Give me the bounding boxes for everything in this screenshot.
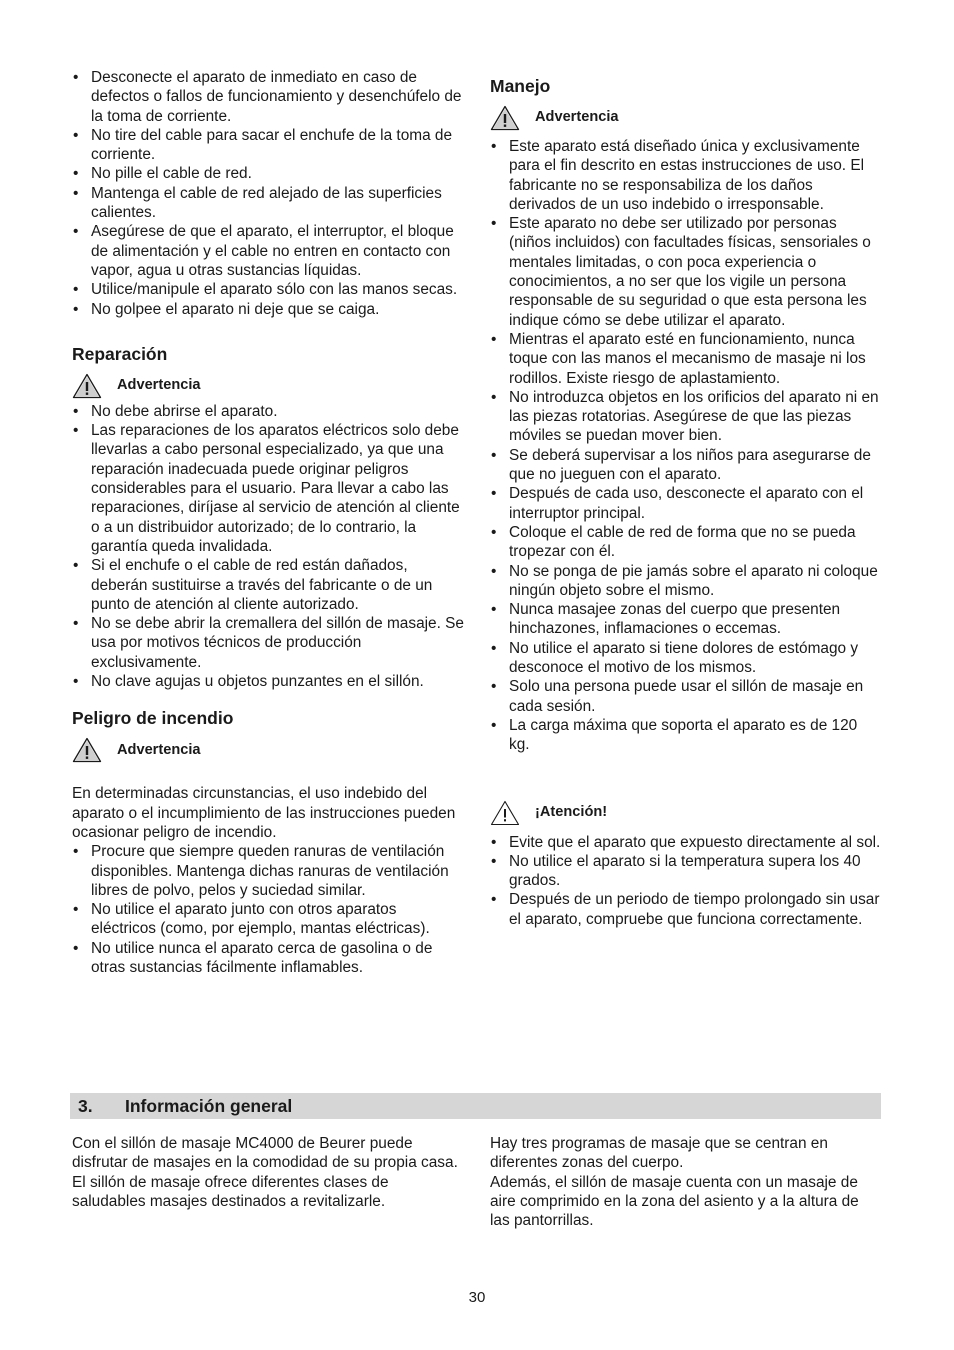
atencion-notice [490,799,882,827]
list-item: • Procure que siempre queden ranuras de ventilación disponibles. Mantenga dichas ranuras de ventilación libres de polvo, pelos y suciedad similar. [72,842,464,900]
warning-triangle-icon [72,737,102,763]
list-item: • No clave agujas u objetos punzantes en el sillón. [72,672,464,691]
list-item: • Desconecte el aparato de inmediato en caso de defectos o fallos de funcionamiento y desenchúfelo de la toma de corriente. [72,68,464,126]
section-title: Información general [125,1096,293,1116]
manejo-heading: Manejo [490,76,551,96]
list-item: • No utilice el aparato si la temperatura supera los 40 grados. [490,852,882,891]
section-heading-bar [70,1093,881,1119]
list-item: • Utilice/manipule el aparato sólo con las manos secas. [72,280,464,299]
attention-label: ¡Atención! [535,803,608,820]
incendio-paragraph: En determinadas circunstancias, el uso indebido del aparato o el incumplimiento de las instrucciones pueden ocasionar peligro de incendio. [72,785,456,841]
paragraph-line: El sillón de masaje ofrece diferentes clases de saludables masajes destinados a revitalizarle. [72,1173,389,1210]
reparacion-warning [72,372,464,400]
list-item: • Si el enchufe o el cable de red están dañados, deberán sustituirse a través del fabricante o de un punto de atención al cliente autorizado. [72,556,464,614]
list-item: • Coloque el cable de red de forma que no se pueda tropezar con él. [490,523,882,562]
reparacion-bullet-list [72,402,464,691]
right-column [490,68,882,929]
list-item: • No utilice nunca el aparato cerca de gasolina o de otras sustancias fácilmente inflamables. [72,939,464,978]
manejo-bullet-list [490,137,882,755]
warning-label: Advertencia [117,741,201,758]
section-right-text [490,1134,882,1230]
list-item: • Las reparaciones de los aparatos eléctricos solo debe llevarlas a cabo personal especializado, ya que una reparación inadecuada puede originar peligros considerables para el usuario. Para llevar a cabo las reparaciones, diríjase al servicio de atención al cliente o a un distribuidor autorizado; de lo contrario, la garantía queda invalidada. [72,421,464,556]
warning-triangle-icon [490,105,520,131]
list-item: • No debe abrirse el aparato. [72,402,464,421]
list-item: • No tire del cable para sacar el enchufe de la toma de corriente. [72,126,464,165]
list-item: • No utilice el aparato junto con otros aparatos eléctricos (como, por ejemplo, mantas eléctricas). [72,900,464,939]
warning-label: Advertencia [117,377,201,394]
page-number: 30 [468,1289,486,1306]
list-item: • No se ponga de pie jamás sobre el aparato ni coloque ningún objeto sobre el mismo. [490,562,882,601]
list-item: • Este aparato no debe ser utilizado por personas (niños incluidos) con facultades físicas, sensoriales o mentales limitadas, o con poca experiencia o conocimientos, a no ser que los vigile un persona responsable de su seguridad o que esta persona les indique cómo se debe utilizar el aparato. [490,214,882,330]
paragraph-line: Además, el sillón de masaje cuenta con un masaje de aire comprimido en la zona del asiento y a la altura de las pantorrillas. [490,1173,859,1230]
list-item: • Mientras el aparato esté en funcionamiento, nunca toque con las manos el mecanismo de masaje ni los rodillos. Existe riesgo de aplastamiento. [490,330,882,388]
paragraph-line: Con el sillón de masaje MC4000 de Beurer puede disfrutar de masajes en la comodidad de su propia casa. [72,1135,458,1172]
section-left-text [72,1134,464,1211]
list-item: • Después de cada uso, desconecte el aparato con el interruptor principal. [490,484,882,523]
atencion-bullet-list [490,833,882,929]
list-item: • No golpee el aparato ni deje que se caiga. [72,300,464,319]
list-item: • No pille el cable de red. [72,164,464,183]
section-number: 3. [78,1096,93,1116]
warning-label: Advertencia [535,109,619,126]
list-item: • No utilice el aparato si tiene dolores de estómago y desconoce el motivo de los mismos. [490,639,882,678]
attention-triangle-icon [490,800,520,826]
list-item: • Este aparato está diseñado única y exclusivamente para el fin descrito en estas instrucciones de uso. El fabricante no se responsabiliza de los daños derivados de un uso indebido o irresponsable. [490,137,882,214]
incendio-warning [72,736,464,764]
list-item: • Asegúrese de que el aparato, el interruptor, el bloque de alimentación y el cable no entren en contacto con vapor, agua u otras sustancias líquidas. [72,222,464,280]
warning-triangle-icon [72,373,102,399]
list-item: • No introduzca objetos en los orificios del aparato ni en las piezas rotatorias. Asegúrese de que las piezas móviles se puedan mover bien. [490,388,882,446]
list-item: • Mantenga el cable de red alejado de las superficies calientes. [72,184,464,223]
left-column [72,68,464,977]
list-item: • Se deberá supervisar a los niños para asegurarse de que no jueguen con el aparato. [490,446,882,485]
reparacion-heading: Reparación [72,343,168,364]
list-item: • Solo una persona puede usar el sillón de masaje en cada sesión. [490,677,882,716]
list-item: • No se debe abrir la cremallera del sillón de masaje. Se usa por motivos técnicos de producción exclusivamente. [72,614,464,672]
incendio-heading: Peligro de incendio [72,708,234,729]
list-item: • Nunca masajee zonas del cuerpo que presenten hinchazones, inflamaciones o eccemas. [490,600,882,639]
list-item: • La carga máxima que soporta el aparato es de 120 kg. [490,716,882,755]
list-item: • Evite que el aparato que expuesto directamente al sol. [490,833,882,852]
incendio-bullet-list [72,842,464,977]
safety-bullet-list [72,68,464,319]
manejo-warning [490,104,882,132]
list-item: • Después de un periodo de tiempo prolongado sin usar el aparato, compruebe que funciona correctamente. [490,890,882,929]
paragraph-line: Hay tres programas de masaje que se centran en diferentes zonas del cuerpo. [490,1135,828,1172]
